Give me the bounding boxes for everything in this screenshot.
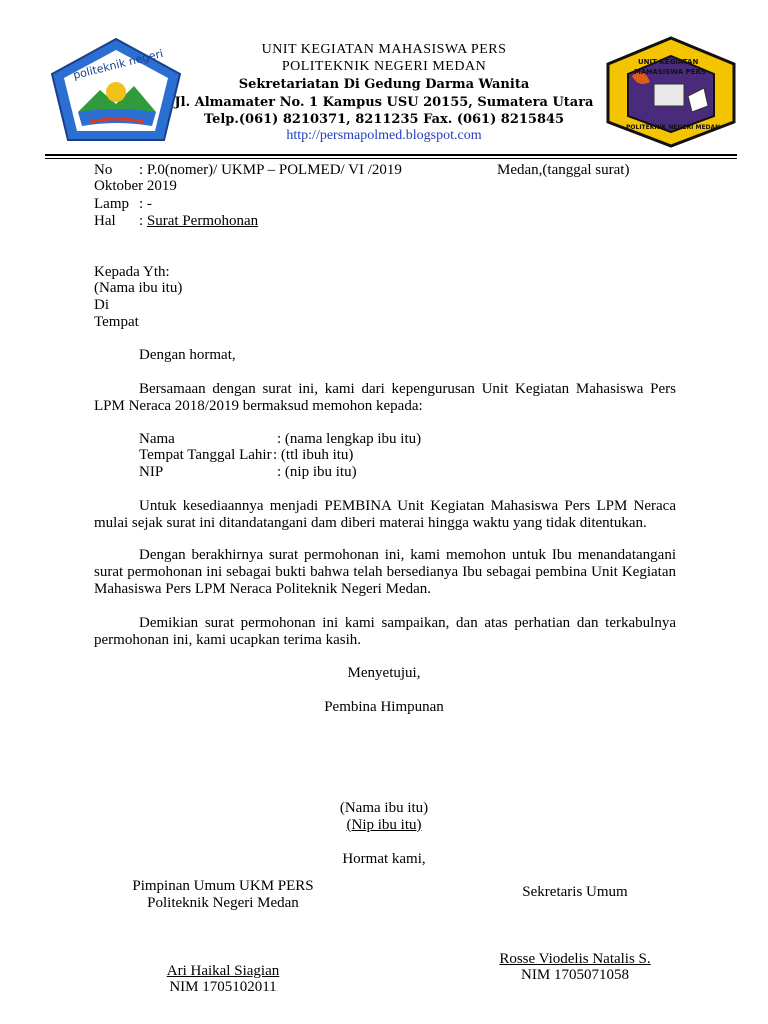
no-label: No bbox=[94, 162, 113, 178]
website-link[interactable]: http://persmapolmed.blogspot.com bbox=[286, 128, 482, 143]
approval-label: Menyetujui, bbox=[347, 665, 421, 681]
field-value-birth: : (ttl ibuh itu) bbox=[273, 447, 354, 463]
org-name: UNIT KEGIATAN MAHASISWA PERS bbox=[261, 42, 507, 57]
right-signer-title: Sekretaris Umum bbox=[522, 884, 628, 900]
paragraph-1: Bersamaan dengan surat ini, kami dari kepengurusan Unit Kegiatan Mahasiswa Pers LPM Neraca 2018/2019 bermaksud memohon kepada: bbox=[94, 381, 676, 414]
hal-value-row bbox=[139, 213, 258, 230]
header-divider-thin bbox=[45, 158, 737, 159]
advisor-title: Pembina Himpunan bbox=[324, 699, 444, 715]
left-signer-nim: NIM 1705102011 bbox=[169, 979, 277, 995]
place-date: Medan,(tanggal surat) bbox=[497, 162, 630, 178]
right-signer-name: Rosse Viodelis Natalis S. bbox=[499, 951, 651, 967]
hal-value: Surat Permohonan bbox=[146, 213, 259, 229]
recipient-di: Di bbox=[94, 297, 109, 313]
right-logo-bottom: POLITEKNIK NEGERI MEDAN bbox=[626, 124, 721, 131]
org-phone: Telp.(061) 8210371, 8211235 Fax. (061) 8215845 bbox=[203, 112, 565, 127]
paragraph-2: Untuk kesediaannya menjadi PEMBINA Unit Kegiatan Mahasiswa Pers LPM Neraca mulai sejak surat ini ditandatangani dam diberi materai hingga waktu yang tidak ditentukan. bbox=[94, 498, 676, 531]
lamp-label: Lamp bbox=[94, 196, 129, 212]
right-logo-top: UNIT KEGIATAN bbox=[638, 58, 699, 66]
field-value-name: : (nama lengkap ibu itu) bbox=[277, 431, 422, 447]
field-value-nip: : (nip ibu itu) bbox=[277, 464, 357, 480]
lamp-value: : - bbox=[139, 196, 152, 212]
header-divider-thick bbox=[45, 154, 737, 156]
recipient-place: Tempat bbox=[94, 314, 139, 330]
greeting: Dengan hormat, bbox=[139, 347, 236, 363]
hal-label: Hal bbox=[94, 213, 116, 229]
left-logo-text: politeknik negeri bbox=[71, 47, 165, 82]
advisor-nip: (Nip ibu itu) bbox=[346, 817, 422, 833]
field-label-birth: Tempat Tanggal Lahir bbox=[139, 447, 272, 463]
closing: Hormat kami, bbox=[342, 851, 426, 867]
advisor-name: (Nama ibu itu) bbox=[339, 800, 429, 816]
right-signer-nim: NIM 1705071058 bbox=[521, 967, 629, 983]
paragraph-3: Dengan berakhirnya surat permohonan ini, kami memohon untuk Ibu menandatangani surat permohonan ini sebagai bukti bahwa telah bersedianya Ibu sebagai pembina Unit Kegiatan Mahasiswa Pers LPM Neraca Politeknik Negeri Medan. bbox=[94, 547, 676, 597]
recipient-name: (Nama ibu itu) bbox=[94, 280, 183, 296]
paragraph-4: Demikian surat permohonan ini kami sampaikan, dan atas perhatian dan terkabulnya permohonan ini, kami ucapkan terima kasih. bbox=[94, 615, 676, 648]
org-institution: POLITEKNIK NEGERI MEDAN bbox=[281, 59, 487, 74]
right-logo-top2: MAHASISWA PERS bbox=[634, 68, 706, 76]
field-label-name: Nama bbox=[139, 431, 175, 447]
left-signer-name: Ari Haikal Siagian bbox=[166, 963, 280, 979]
hal-colon: : bbox=[139, 213, 147, 229]
date-continuation: Oktober 2019 bbox=[94, 178, 177, 194]
field-label-nip: NIP bbox=[139, 464, 164, 480]
org-secretariat: Sekretariatan Di Gedung Darma Wanita bbox=[238, 77, 530, 92]
org-address: Jl. Almamater No. 1 Kampus USU 20155, Sumatera Utara bbox=[174, 95, 594, 110]
left-signer-title-1: Pimpinan Umum UKM PERS bbox=[132, 878, 314, 894]
recipient-salutation: Kepada Yth: bbox=[94, 264, 170, 280]
left-logo-subtext: MEDAN bbox=[102, 124, 133, 132]
left-signer-title-2: Politeknik Negeri Medan bbox=[147, 895, 299, 911]
no-value: : P.0(nomer)/ UKMP – POLMED/ VI /2019 bbox=[139, 162, 402, 178]
